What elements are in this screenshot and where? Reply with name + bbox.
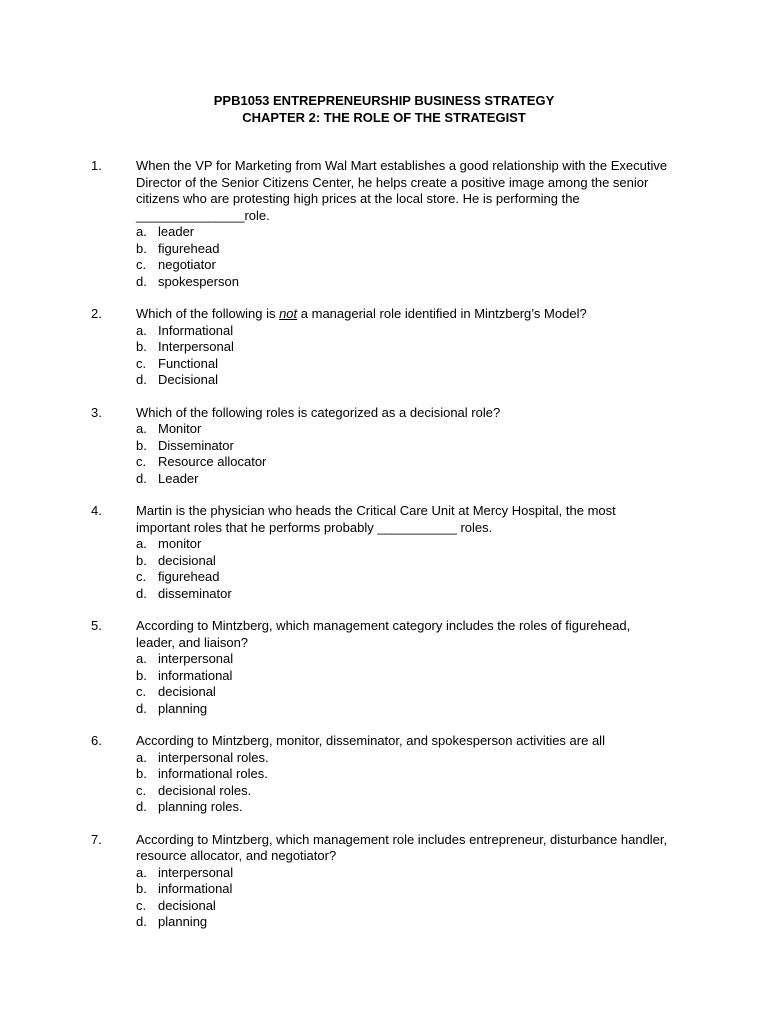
question-number: 4. — [91, 503, 102, 518]
question-text: Martin is the physician who heads the Critical Care Unit at Mercy Hospital, the most important roles that he performs probably ___________ roles. — [136, 503, 616, 535]
option-letter: d. — [136, 914, 147, 929]
option-letter: c. — [136, 355, 147, 371]
question-text: When the VP for Marketing from Wal Mart establishes a good relationship with the Executive Director of the Senior Citizens Center, he helps create a positive image among the senior citizens who are protesting high prices at the local store. He is performing the _______________role. — [136, 158, 668, 223]
option-a — [136, 323, 768, 340]
question-text-part: a managerial role identified in Mintzberg’s Model? — [297, 306, 587, 321]
question-text: According to Mintzberg, which management category includes the roles of figurehead, leader, and liaison? — [136, 618, 631, 650]
question-6 — [0, 733, 768, 816]
option-a — [136, 224, 768, 241]
question-number: 5. — [91, 618, 102, 633]
option-d — [136, 914, 768, 931]
option-text: interpersonal — [158, 651, 234, 666]
option-letter: b. — [136, 552, 147, 568]
option-letter: b. — [136, 881, 147, 896]
option-text: decisional roles. — [158, 782, 252, 798]
option-letter: c. — [136, 569, 147, 584]
option-list — [136, 865, 768, 931]
option-d — [136, 799, 768, 816]
question-number: 2. — [91, 306, 102, 321]
option-b — [136, 553, 768, 570]
option-text: Leader — [158, 470, 199, 486]
option-letter: a. — [136, 651, 147, 666]
document-header — [0, 92, 768, 126]
question-number: 1. — [91, 158, 102, 173]
option-text: Disseminator — [158, 437, 234, 453]
option-letter: a. — [136, 749, 147, 765]
option-text: planning — [158, 914, 208, 929]
question-number: 3. — [91, 404, 102, 420]
option-b — [136, 241, 768, 258]
question-7 — [0, 832, 768, 931]
option-letter: c. — [136, 454, 147, 469]
option-text: figurehead — [158, 240, 220, 256]
option-d — [136, 372, 768, 389]
option-letter: d. — [136, 273, 147, 289]
option-a — [136, 651, 768, 668]
option-c — [136, 783, 768, 800]
option-d — [136, 586, 768, 603]
option-letter: d. — [136, 799, 147, 814]
option-letter: a. — [136, 322, 147, 338]
option-text: Decisional — [158, 372, 218, 387]
option-letter: c. — [136, 782, 147, 798]
option-text: monitor — [158, 536, 202, 551]
option-b — [136, 881, 768, 898]
option-letter: a. — [136, 224, 147, 239]
option-c — [136, 569, 768, 586]
option-text: disseminator — [158, 585, 232, 601]
option-text: planning roles. — [158, 799, 243, 814]
option-text: planning — [158, 700, 208, 716]
question-1 — [0, 158, 768, 290]
option-letter: a. — [136, 536, 147, 551]
option-c — [136, 257, 768, 274]
emphasized-word: not — [279, 306, 298, 321]
option-list — [136, 536, 768, 602]
option-text: negotiator — [158, 257, 216, 272]
option-text: Resource allocator — [158, 454, 267, 469]
question-text: According to Mintzberg, monitor, disseminator, and spokesperson activities are all — [136, 733, 605, 748]
option-c — [136, 454, 768, 471]
option-b — [136, 339, 768, 356]
option-text: Monitor — [158, 421, 202, 436]
question-number: 6. — [91, 733, 102, 748]
option-a — [136, 865, 768, 882]
option-letter: a. — [136, 864, 147, 880]
option-text: Informational — [158, 322, 234, 338]
option-list — [136, 421, 768, 487]
course-title: PPB1053 ENTREPRENEURSHIP BUSINESS STRATEGY — [213, 93, 555, 108]
option-text: Functional — [158, 355, 218, 371]
option-list — [136, 323, 768, 389]
question-4 — [0, 503, 768, 602]
option-d — [136, 274, 768, 291]
option-letter: d. — [136, 700, 147, 716]
option-text: decisional — [158, 897, 216, 913]
option-a — [136, 750, 768, 767]
chapter-title: CHAPTER 2: THE ROLE OF THE STRATEGIST — [242, 110, 526, 125]
option-letter: a. — [136, 421, 147, 436]
option-b — [136, 766, 768, 783]
option-c — [136, 684, 768, 701]
question-5 — [0, 618, 768, 717]
option-text: informational roles. — [158, 766, 268, 781]
option-letter: d. — [136, 585, 147, 601]
question-text — [136, 306, 668, 323]
option-letter: b. — [136, 766, 147, 781]
option-letter: b. — [136, 240, 147, 256]
option-b — [136, 668, 768, 685]
question-list — [0, 158, 768, 947]
option-letter: c. — [136, 684, 147, 699]
option-text: Interpersonal — [158, 339, 234, 354]
option-text: interpersonal roles. — [158, 749, 269, 765]
option-a — [136, 421, 768, 438]
option-c — [136, 356, 768, 373]
option-text: decisional — [158, 552, 216, 568]
option-text: spokesperson — [158, 273, 239, 289]
option-d — [136, 701, 768, 718]
option-c — [136, 898, 768, 915]
question-text-part: Which of the following is — [136, 306, 280, 321]
option-b — [136, 438, 768, 455]
option-text: interpersonal — [158, 864, 234, 880]
option-text: informational — [158, 881, 233, 896]
option-letter: b. — [136, 339, 147, 354]
option-text: leader — [158, 224, 195, 239]
option-list — [136, 651, 768, 717]
option-a — [136, 536, 768, 553]
question-text: Which of the following roles is categorized as a decisional role? — [136, 404, 501, 420]
option-list — [136, 224, 768, 290]
option-letter: c. — [136, 897, 147, 913]
option-letter: c. — [136, 257, 147, 272]
option-letter: b. — [136, 437, 147, 453]
question-3 — [0, 405, 768, 488]
option-text: decisional — [158, 684, 216, 699]
option-list — [136, 750, 768, 816]
option-text: figurehead — [158, 569, 220, 584]
option-d — [136, 471, 768, 488]
option-letter: d. — [136, 470, 147, 486]
question-number: 7. — [91, 831, 102, 847]
question-text: According to Mintzberg, which management role includes entrepreneur, disturbance handler, resource allocator, and negotiator? — [136, 831, 668, 863]
option-text: informational — [158, 667, 233, 683]
option-letter: b. — [136, 667, 147, 683]
question-2 — [0, 306, 768, 389]
option-letter: d. — [136, 372, 147, 387]
